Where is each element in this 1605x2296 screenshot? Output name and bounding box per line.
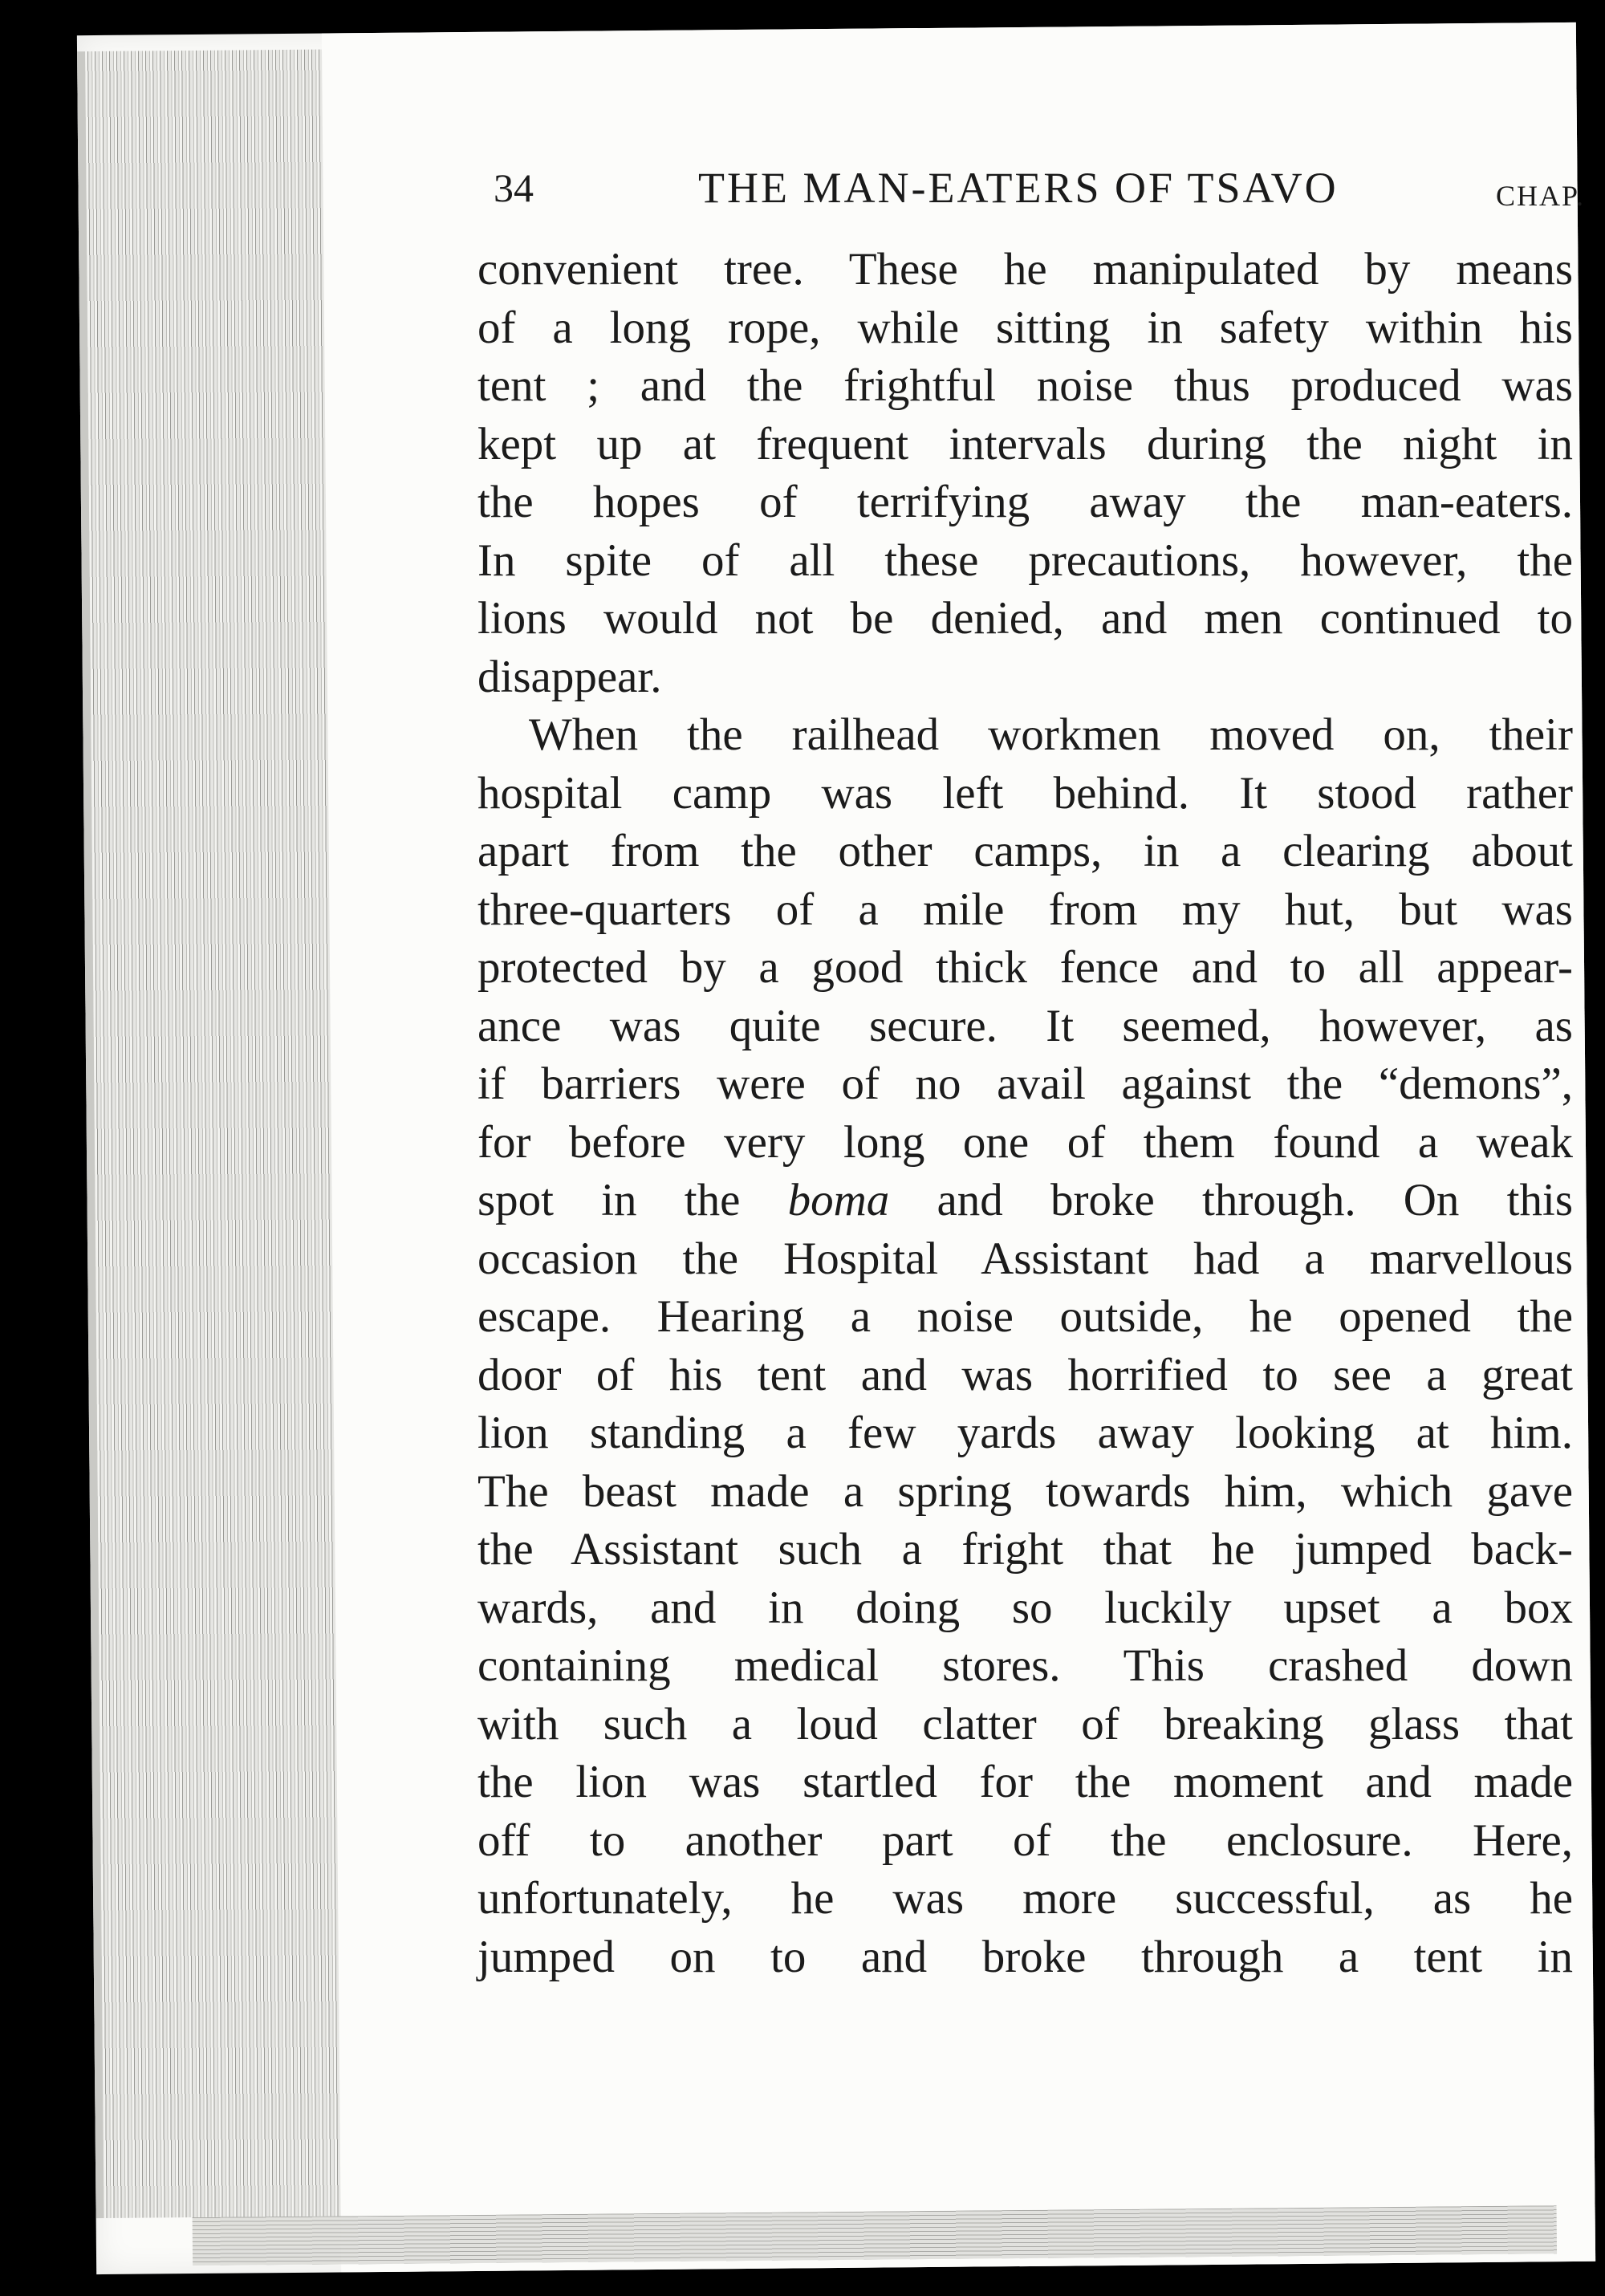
page-number: 34 bbox=[494, 165, 534, 210]
text-line: convenient tree. These he manipulated by means bbox=[477, 244, 1573, 295]
text-line: kept up at frequent intervals during the night in bbox=[477, 418, 1573, 469]
text-line: escape. Hearing a noise outside, he opened the bbox=[477, 1291, 1573, 1342]
text-line: disappear. bbox=[477, 651, 662, 702]
text-line: of a long rope, while sitting in safety within his bbox=[477, 302, 1573, 353]
text-line: for before very long one of them found a weak bbox=[477, 1116, 1573, 1168]
running-head bbox=[494, 156, 1585, 221]
text-line: lions would not be denied, and men continued to bbox=[477, 593, 1573, 644]
text-line: if barriers were of no avail against the “demons”, bbox=[477, 1059, 1573, 1109]
body-text bbox=[477, 241, 1573, 1986]
text-line: the Assistant such a fright that he jumped back- bbox=[477, 1524, 1573, 1575]
text-line: three-quarters of a mile from my hut, but was bbox=[477, 884, 1573, 935]
text-line: protected by a good thick fence and to all appear- bbox=[477, 942, 1573, 993]
text-line: off to another part of the enclosure. Here, bbox=[477, 1814, 1573, 1866]
text-line: In spite of all these precautions, however, the bbox=[477, 534, 1573, 586]
text-line: hospital camp was left behind. It stood rather bbox=[477, 767, 1573, 819]
text-line: door of his tent and was horrified to see a great bbox=[477, 1349, 1573, 1400]
text-line: jumped on to and broke through a tent in bbox=[477, 1931, 1573, 1982]
page-edges bbox=[77, 49, 345, 2218]
chapter-abbrev: CHAP. bbox=[1495, 180, 1585, 212]
text-line: unfortunately, he was more successful, as he bbox=[477, 1873, 1573, 1924]
text-line: occasion the Hospital Assistant had a marvellous bbox=[477, 1233, 1573, 1284]
text-line: spot in the boma and broke through. On this bbox=[477, 1175, 1573, 1225]
text-line: the lion was startled for the moment and made bbox=[477, 1757, 1573, 1807]
text-line: the hopes of terrifying away the man-eaters. bbox=[477, 477, 1573, 527]
text-line: with such a loud clatter of breaking glass that bbox=[477, 1698, 1573, 1749]
text-line: The beast made a spring towards him, which gave bbox=[477, 1465, 1573, 1517]
text-line: wards, and in doing so luckily upset a box bbox=[477, 1582, 1573, 1633]
text-line: tent ; and the frightful noise thus produced was bbox=[477, 360, 1573, 411]
book-title: THE MAN-EATERS OF TSAVO bbox=[698, 164, 1339, 212]
text-line: When the railhead workmen moved on, their bbox=[529, 709, 1573, 760]
text-line: lion standing a few yards away looking at him. bbox=[477, 1408, 1573, 1458]
text-line: ance was quite secure. It seemed, however, as bbox=[477, 1000, 1573, 1051]
text-line: apart from the other camps, in a clearing about bbox=[477, 826, 1573, 876]
text-line: containing medical stores. This crashed down bbox=[477, 1640, 1573, 1691]
